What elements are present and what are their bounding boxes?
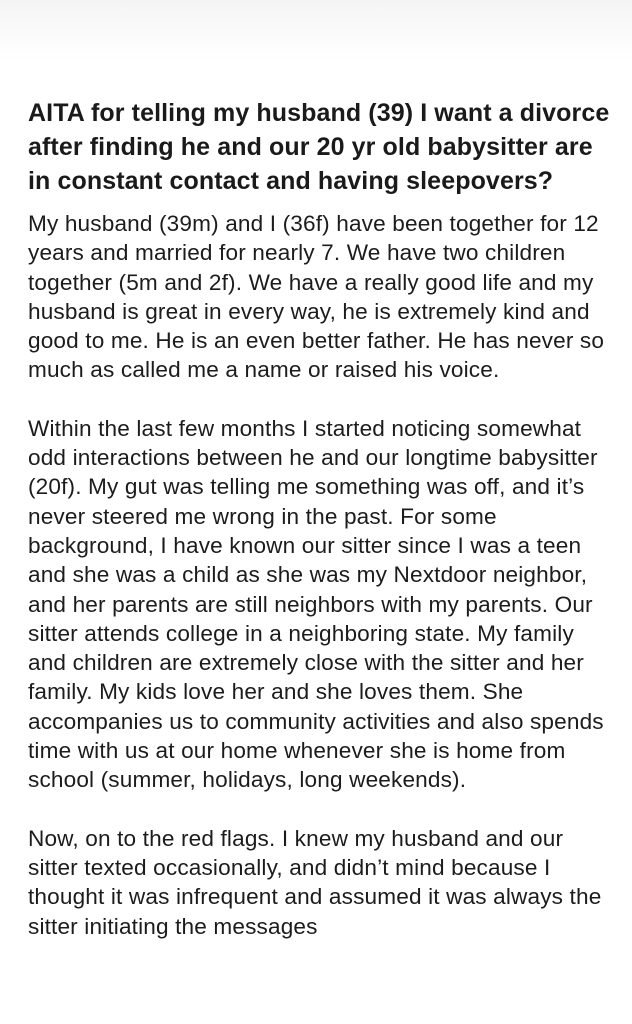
- post-paragraph: Within the last few months I started noticing somewhat odd interactions between he and our longtime babysitter (20f). My gut was telling me something was off, and it’s never steered me wrong in the past. For some background, I have known our sitter since I was a teen and she was a child as she was my Nextdoor neighbor, and her parents are still neighbors with my parents. Our sitter attends college in a neighboring state. My family and children are extremely close with the sitter and her family. My kids love her and she loves them. She accompanies us to community activities and also spends time with us at our home whenever she is home from school (summer, holidays, long weekends).: [28, 415, 604, 793]
- post-paragraph: My husband (39m) and I (36f) have been together for 12 years and married for nearly 7. We have two children together (5m and 2f). We have a really good life and my husband is great in every way, he is extremely kind and good to me. He is an even better father. He has never so much as called me a name or raised his voice.: [28, 211, 605, 383]
- post: [28, 96, 614, 970]
- top-background: [0, 0, 632, 60]
- post-title: AITA for telling my husband (39) I want a divorce after finding he and our 20 yr old babysitter are in constant contact and having sleepovers?: [28, 99, 610, 195]
- post-paragraph: Now, on to the red flags. I knew my husband and our sitter texted occasionally, and didn’t mind because I thought it was infrequent and assumed it was always the sitter initiating the messages: [28, 825, 602, 939]
- post-body: [28, 209, 614, 941]
